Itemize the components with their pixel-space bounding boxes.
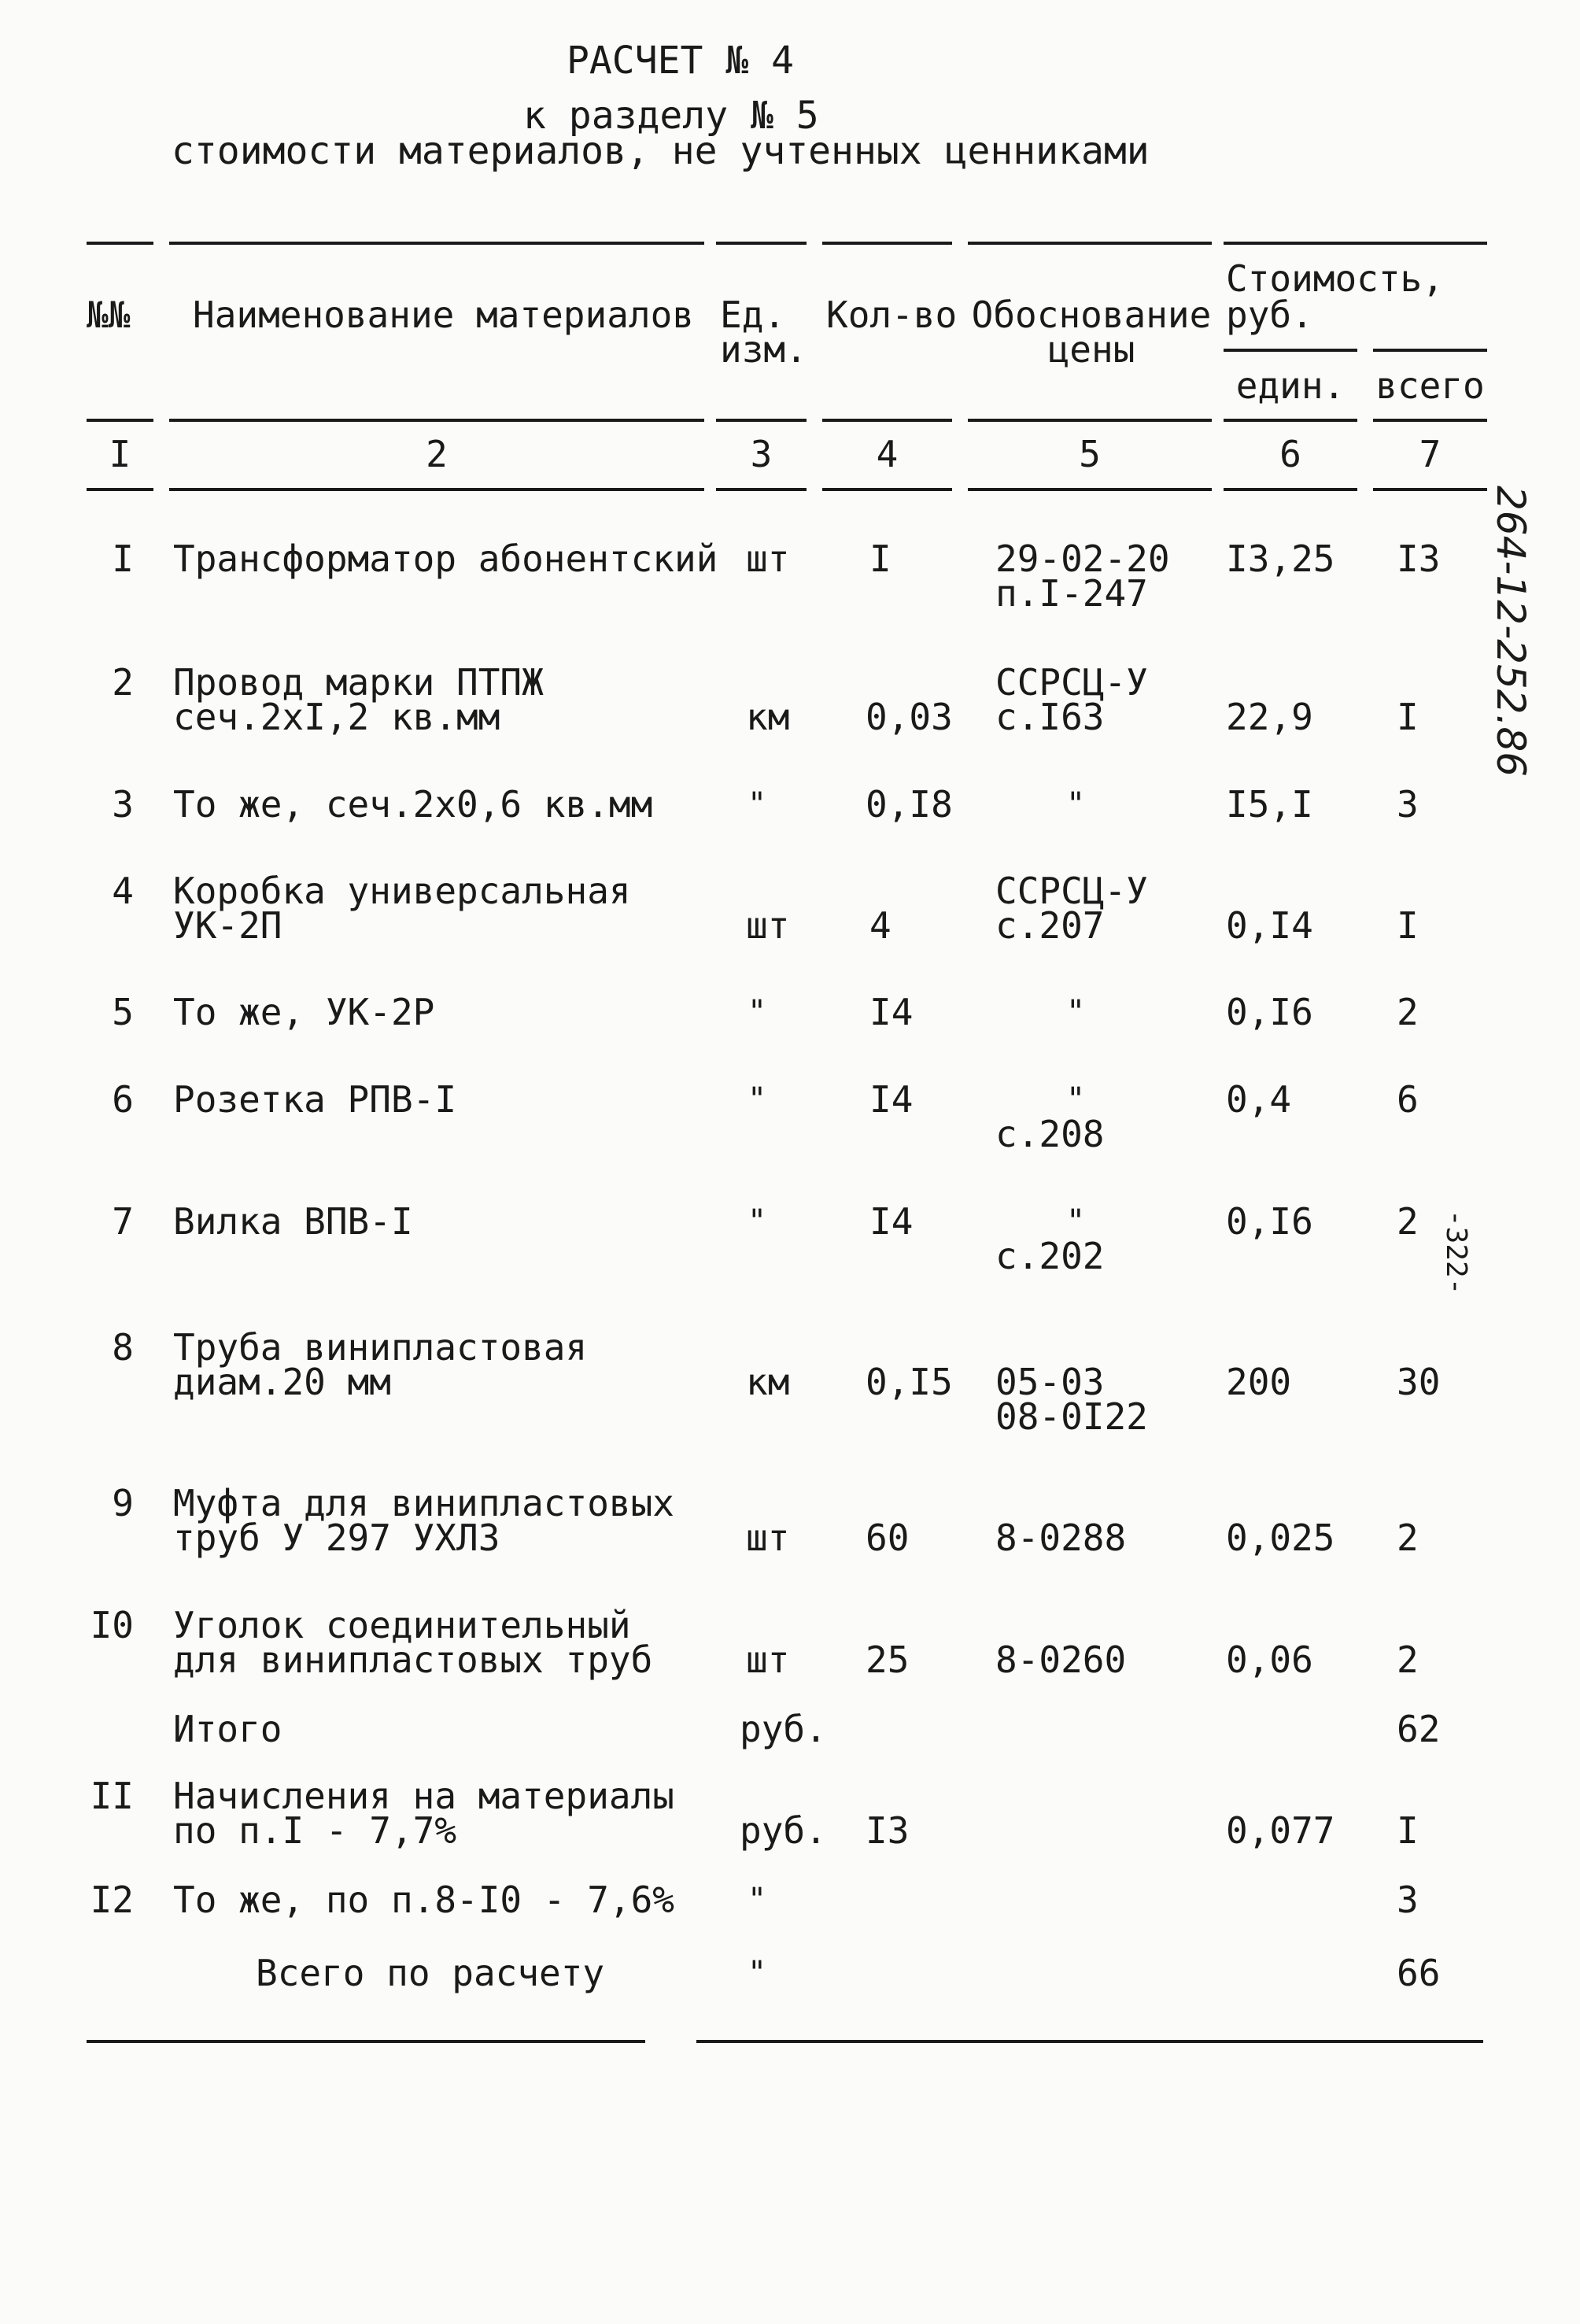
price-basis: 05-03 (995, 1361, 1105, 1403)
price-basis-ditto: " (1066, 786, 1086, 822)
unit: шт (746, 538, 790, 580)
material-name: Муфта для винипластовых (173, 1482, 674, 1524)
unit: руб. (740, 1809, 827, 1852)
price-basis: ССРСЦ-У (995, 661, 1148, 704)
unit-price: 0,I6 (1226, 991, 1313, 1033)
material-name-line2: диам.20 мм (173, 1361, 391, 1403)
unit-ditto: " (748, 1081, 767, 1118)
price-basis-line2: с.208 (995, 1113, 1105, 1155)
total-cost: 3 (1397, 1879, 1419, 1921)
quantity: 60 (866, 1517, 910, 1559)
row-number: I0 (90, 1604, 134, 1646)
unit-ditto: " (748, 1882, 767, 1918)
page-number: -322- (1440, 1210, 1472, 1295)
row-number: 8 (112, 1326, 134, 1369)
unit: шт (746, 904, 790, 947)
header-quantity: Кол-во (826, 294, 958, 336)
price-basis-line2: с.207 (995, 904, 1105, 947)
header-cost-currency: руб. (1226, 294, 1313, 336)
column-number: 4 (876, 433, 899, 475)
quantity: I4 (869, 1078, 914, 1121)
total-cost: I3 (1397, 538, 1441, 580)
total-cost: 2 (1397, 1517, 1419, 1559)
material-name: Уголок соединительный (173, 1604, 631, 1646)
header-unit-price: един. (1235, 364, 1346, 407)
document-subtitle: стоимости материалов, не учтенных ценниками (172, 129, 1150, 173)
price-basis: 29-02-20 (995, 538, 1170, 580)
column-number: 6 (1279, 433, 1301, 475)
row-number: I (112, 538, 134, 580)
quantity: I4 (869, 991, 914, 1033)
row-number: 3 (112, 783, 134, 826)
unit-price: 0,06 (1226, 1639, 1313, 1681)
unit-price: 0,025 (1226, 1517, 1335, 1559)
handwritten-stamp: 264-12-252.86 (1488, 486, 1534, 778)
column-number: 2 (426, 433, 448, 475)
total-cost: 2 (1397, 991, 1419, 1033)
price-basis-ditto: " (1066, 1081, 1086, 1118)
quantity: 0,I5 (866, 1361, 953, 1403)
column-number: 5 (1079, 433, 1101, 475)
material-name: То же, УК-2Р (173, 991, 435, 1033)
quantity: I (869, 538, 892, 580)
unit: км (746, 1361, 790, 1403)
subtotal-unit: руб. (740, 1708, 827, 1750)
total-cost: 2 (1397, 1200, 1419, 1243)
unit-price: I5,I (1226, 783, 1313, 826)
header-total: всего (1375, 364, 1485, 407)
row-number: I2 (90, 1879, 134, 1921)
unit-price: I3,25 (1226, 538, 1335, 580)
unit-price: 22,9 (1226, 696, 1313, 738)
material-name: Коробка универсальная (173, 870, 631, 912)
unit-price: 0,077 (1226, 1809, 1335, 1852)
unit: шт (746, 1639, 790, 1681)
material-name: То же, сеч.2х0,6 кв.мм (173, 783, 653, 826)
quantity: 0,03 (866, 696, 953, 738)
row-number: 7 (112, 1200, 134, 1243)
total-cost: 2 (1397, 1639, 1419, 1681)
quantity: I3 (866, 1809, 910, 1852)
price-basis-ditto: " (1066, 994, 1086, 1030)
unit-price: 0,I6 (1226, 1200, 1313, 1243)
calc-title: РАСЧЕТ № 4 (567, 39, 794, 83)
total-cost: 3 (1397, 783, 1419, 826)
unit: км (746, 696, 790, 738)
header-unit: Ед. (720, 294, 786, 336)
quantity: I4 (869, 1200, 914, 1243)
column-number: 3 (750, 433, 773, 475)
row-number: 4 (112, 870, 134, 912)
column-number: 7 (1419, 433, 1442, 475)
material-name: Начисления на материалы (173, 1775, 674, 1817)
unit-ditto: " (748, 1203, 767, 1240)
row-number: II (90, 1775, 134, 1817)
unit-ditto: " (748, 1955, 767, 1991)
quantity: 25 (866, 1639, 910, 1681)
material-name: Розетка РПВ-I (173, 1078, 457, 1121)
material-name: То же, по п.8-I0 - 7,6% (173, 1879, 674, 1921)
quantity: 4 (869, 904, 892, 947)
header-price-basis: Обоснование (971, 294, 1212, 336)
section-ref: к разделу № 5 (523, 94, 819, 138)
price-basis: 8-0288 (995, 1517, 1127, 1559)
column-number: I (109, 433, 131, 475)
price-basis-line2: с.I63 (995, 696, 1105, 738)
unit-ditto: " (748, 786, 767, 822)
price-basis: ССРСЦ-У (995, 870, 1148, 912)
material-name: Труба винипластовая (173, 1326, 588, 1369)
material-name-line2: сеч.2хI,2 кв.мм (173, 696, 500, 738)
material-name: Провод марки ПТПЖ (173, 661, 544, 704)
row-number: 9 (112, 1482, 134, 1524)
header-unit-line2: изм. (720, 328, 807, 371)
grand-total-value: 66 (1397, 1952, 1441, 1994)
material-name: Трансформатор абонентский (173, 538, 718, 580)
header-number: №№ (87, 294, 131, 336)
unit-price: 0,I4 (1226, 904, 1313, 947)
total-cost: I (1397, 1809, 1419, 1852)
subtotal-label: Итого (173, 1708, 282, 1750)
header-price-basis-line2: цены (1047, 328, 1135, 371)
material-name-line2: для винипластовых труб (173, 1639, 653, 1681)
subtotal-value: 62 (1397, 1708, 1441, 1750)
price-basis-line2: с.202 (995, 1235, 1105, 1277)
price-basis: 8-0260 (995, 1639, 1127, 1681)
unit: шт (746, 1517, 790, 1559)
price-basis-ditto: " (1066, 1203, 1086, 1240)
header-material-name: Наименование материалов (193, 294, 694, 336)
row-number: 5 (112, 991, 134, 1033)
material-name-line2: труб У 297 УХЛ3 (173, 1517, 500, 1559)
quantity: 0,I8 (866, 783, 953, 826)
row-number: 2 (112, 661, 134, 704)
material-name: Вилка ВПВ-I (173, 1200, 413, 1243)
unit-price: 0,4 (1226, 1078, 1292, 1121)
row-number: 6 (112, 1078, 134, 1121)
total-cost: I (1397, 696, 1419, 738)
unit-ditto: " (748, 994, 767, 1030)
unit-price: 200 (1226, 1361, 1292, 1403)
price-basis-line2: 08-0I22 (995, 1395, 1148, 1438)
material-name-line2: УК-2П (173, 904, 282, 947)
grand-total-label: Всего по расчету (256, 1952, 605, 1994)
total-cost: 30 (1397, 1361, 1441, 1403)
price-basis-line2: п.I-247 (995, 572, 1148, 615)
total-cost: I (1397, 904, 1419, 947)
total-cost: 6 (1397, 1078, 1419, 1121)
header-cost: Стоимость, (1226, 257, 1444, 300)
material-name-line2: по п.I - 7,7% (173, 1809, 457, 1852)
